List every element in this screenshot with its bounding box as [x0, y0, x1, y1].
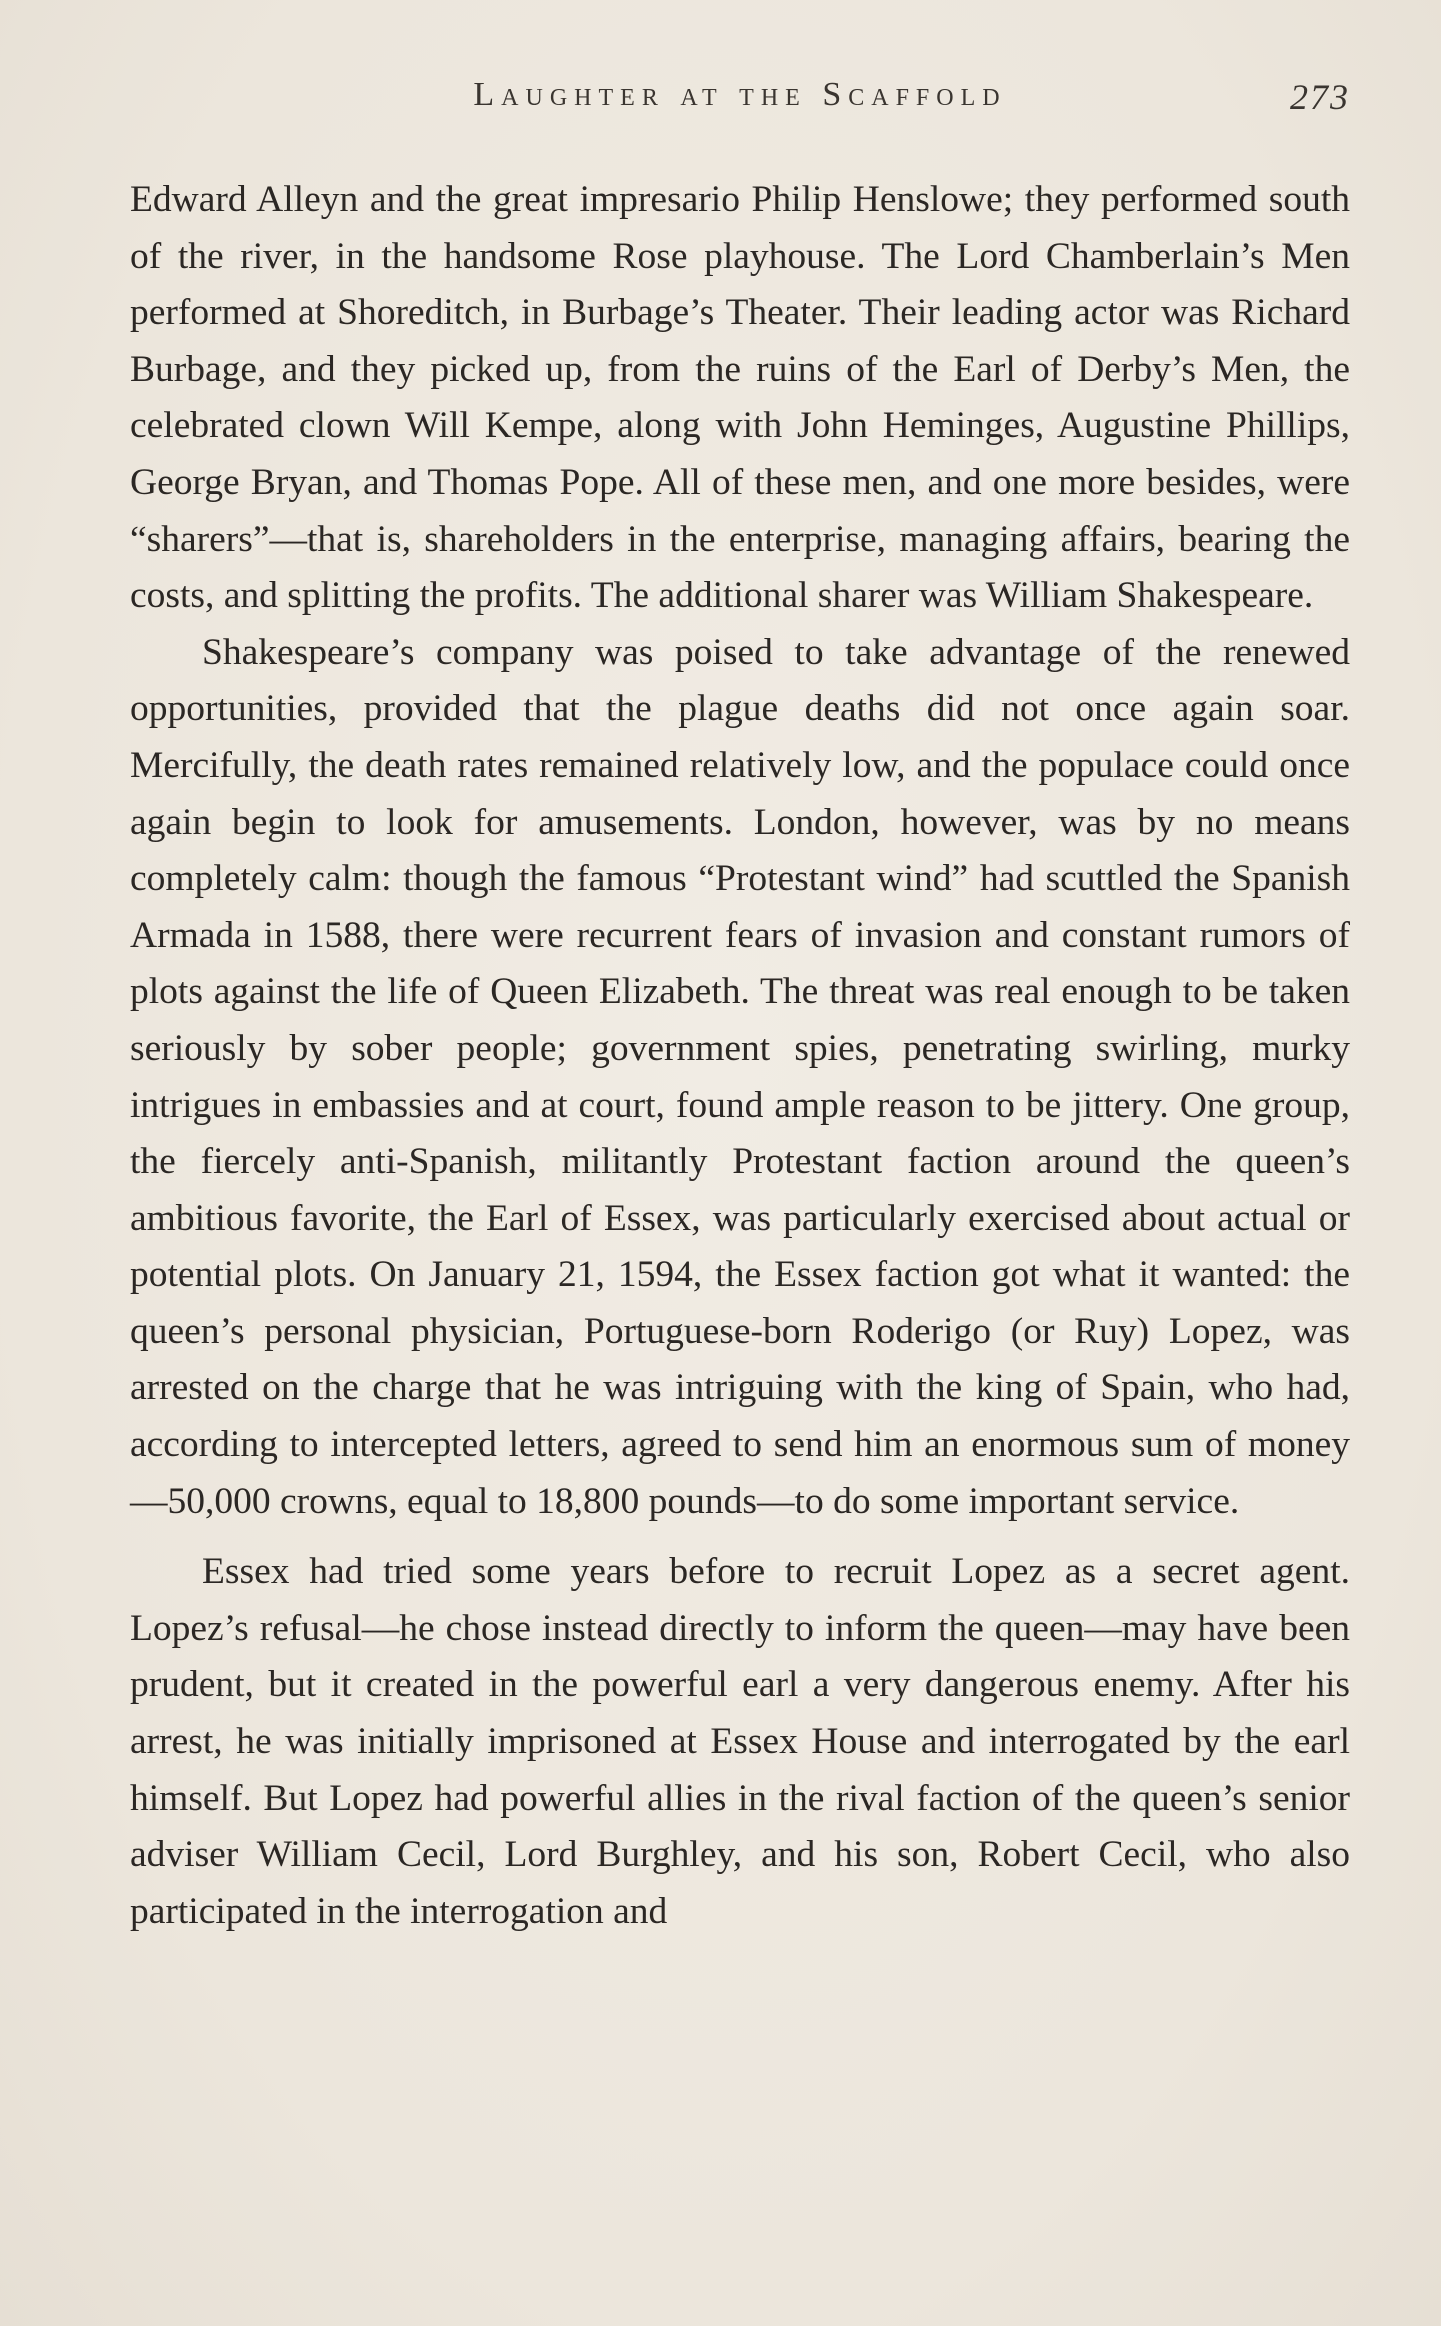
running-title: Laughter at the Scaffold: [473, 76, 1007, 113]
paragraph-2: Shakespeare’s company was poised to take advantage of the renewed opportunities, provided that the plague deaths did not once again soar. Mercifully, the death rates remained relatively low, and the populace could once again begin to look for amusements. London, however, was by no means completely calm: though the famous “Protestant wind” had scuttled the Spanish Armada in 1588, there were recurrent fears of invasion and constant rumors of plots against the life of Queen Elizabeth. The threat was real enough to be taken seriously by sober people; government spies, penetrating swirling, murky intrigues in embassies and at court, found ample reason to be jittery. One group, the fiercely anti-Spanish, militantly Protestant faction around the queen’s ambitious favorite, the Earl of Essex, was particularly exercised about actual or potential plots. On January 21, 1594, the Essex faction got what it wanted: the queen’s personal physician, Portuguese-born Roderigo (or Ruy) Lopez, was arrested on the charge that he was intriguing with the king of Spain, who had, according to intercepted letters, agreed to send him an enormous sum of money—50,000 crowns, equal to 18,800 pounds—to do some important service.: [130, 631, 1350, 1522]
paragraph-3: Essex had tried some years before to recruit Lopez as a secret agent. Lopez’s refusal—he chose instead directly to inform the queen—may have been prudent, but it created in the powerful earl a very dangerous enemy. After his arrest, he was initially imprisoned at Essex House and interrogated by the earl himself. But Lopez had powerful allies in the rival faction of the queen’s senior adviser William Cecil, Lord Burghley, and his son, Robert Cecil, who also participated in the interrogation and: [130, 1551, 1350, 1932]
running-head: [130, 76, 1350, 124]
paragraph-1: Edward Alleyn and the great impresario Philip Henslowe; they performed south of the river, in the handsome Rose playhouse. The Lord Chamberlain’s Men performed at Shoreditch, in Burbage’s Theater. Their leading actor was Richard Burbage, and they picked up, from the ruins of the Earl of Derby’s Men, the celebrated clown Will Kempe, along with John Heminges, Augustine Phillips, George Bryan, and Thomas Pope. All of these men, and one more besides, were “sharers”—that is, shareholders in the enterprise, managing affairs, bearing the costs, and splitting the profits. The additional sharer was William Shakespeare.: [130, 179, 1350, 617]
page-number: 273: [1290, 77, 1350, 117]
body-text: [130, 172, 1350, 1940]
